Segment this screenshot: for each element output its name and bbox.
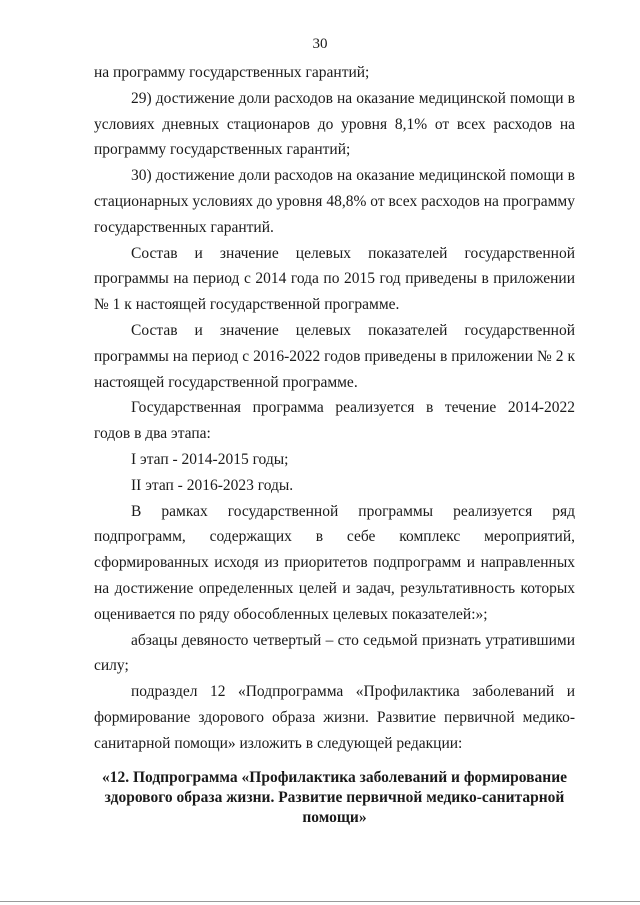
document-body: [94, 60, 575, 757]
paragraph-subprograms: В рамках государственной программы реализуется ряд подпрограмм, содержащих в себе комплекс мероприятий, сформированных исходя из приоритетов подпрограмм и направленных на достижение определенных целей и задач, результативность которых оценивается по ряду обособленных целевых показателей:»;: [94, 502, 575, 623]
paragraph-indicators-2014-2015: Состав и значение целевых показателей государственной программы на период с 2014 года по 2015 год приведены в приложении № 1 к настоящей государственной программе.: [94, 244, 575, 314]
paragraph-stage-2: II этап - 2016-2023 годы.: [131, 476, 294, 494]
paragraph-item-30: 30) достижение доли расходов на оказание медицинской помощи в стационарных условиях до уровня 48,8% от всех расходов на программу государственных гарантий.: [94, 167, 575, 236]
paragraph-program-period: Государственная программа реализуется в течение 2014-2022 годов в два этапа:: [94, 399, 575, 443]
paragraph-stage-1: I этап - 2014-2015 годы;: [131, 450, 289, 468]
paragraph-indicators-2016-2022: Состав и значение целевых показателей государственной программы на период с 2016-2022 годов приведены в приложении № 2 к настоящей государственной программе.: [94, 321, 575, 391]
page-bottom-divider: [0, 901, 640, 902]
section-heading: «12. Подпрограмма «Профилактика заболеваний и формирование здорового образа жизни. Развитие первичной медико-санитарной помощи»: [101, 769, 568, 826]
page-number: 30: [312, 36, 328, 52]
paragraph-repeal: абзацы девяносто четвертый – сто седьмой признать утратившими силу;: [94, 631, 575, 675]
paragraph-item-29: 29) достижение доли расходов на оказание медицинской помощи в условиях дневных стационаров до уровня 8,1% от всех расходов на программу государственных гарантий;: [94, 89, 575, 159]
paragraph-continuation: на программу государственных гарантий;: [94, 64, 370, 81]
paragraph-subsection-12: подраздел 12 «Подпрограмма «Профилактика заболеваний и формирование здорового образа жизни. Развитие первичной медико-санитарной помощи» изложить в следующей редакции:: [94, 683, 575, 752]
